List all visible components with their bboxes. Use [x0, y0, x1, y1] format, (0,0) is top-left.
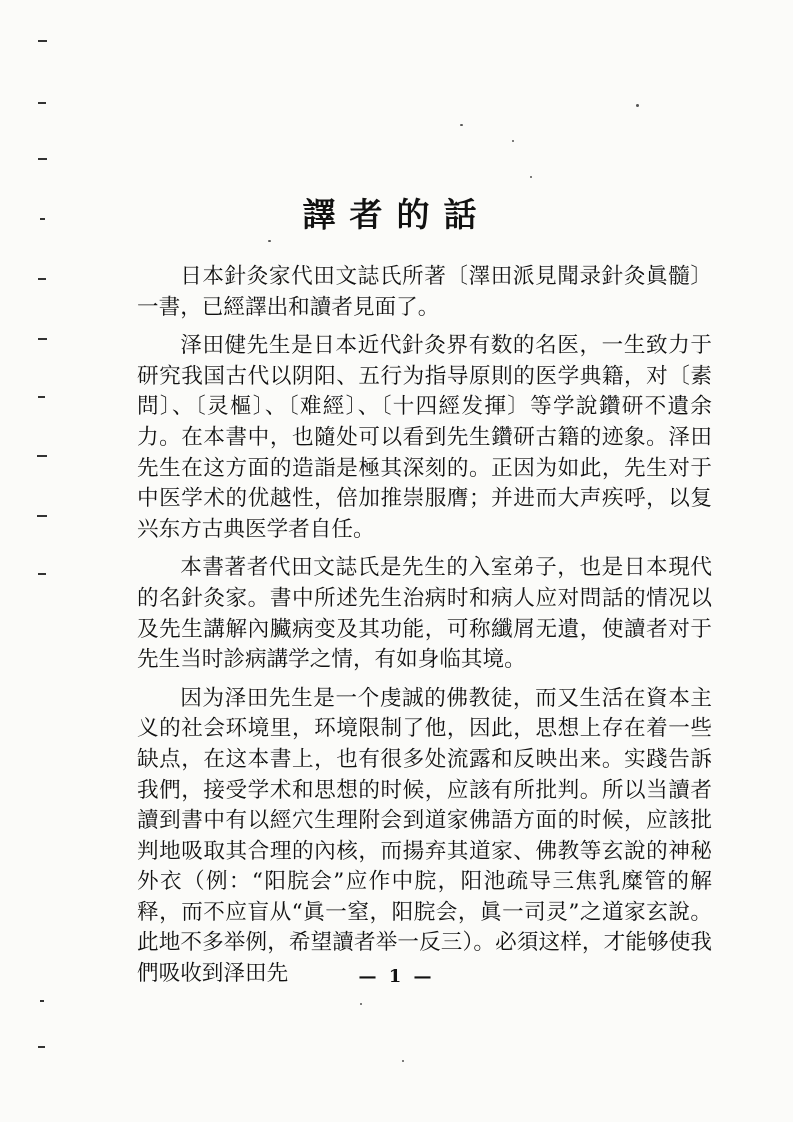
paragraph-1: 日本針灸家代田文誌氏所著〔澤田派見聞录針灸眞髓〕一書，已經譯出和讀者見面了。	[137, 264, 712, 320]
scan-speck	[268, 240, 271, 242]
page-number: — 1 —	[358, 966, 435, 987]
body-text	[137, 262, 712, 998]
margin-mark	[38, 338, 47, 340]
scan-speck	[360, 1003, 362, 1005]
paragraph-3: 本書著者代田文誌氏是先生的入室弟子，也是日本現代的名針灸家。書中所述先生治病时和病人应对問話的情况以及先生講解內臟病变及其功能，可称纖屑无遺，使讀者对于先生当时診病講学之情，有如身临其境。	[137, 555, 712, 673]
paragraph-2: 泽田健先生是日本近代針灸界有数的名医，一生致力于研究我国古代以阴阳、五行为指导原則的医学典籍，对〔素問〕、〔灵樞〕、〔难經〕、〔十四經发揮〕等学說鑽研不遺余力。在本書中，也隨处可以看到先生鑽研古籍的迹象。泽田先生在这方面的造詣是極其深刻的。正因为如此，先生对于中医学术的优越性，倍加推崇服膺；并进而大声疾呼，以复兴东方古典医学者自任。	[137, 333, 712, 542]
margin-mark	[38, 396, 45, 398]
scan-speck	[636, 104, 639, 107]
margin-mark	[38, 158, 47, 160]
page-title: 譯者的話	[302, 195, 491, 234]
paragraph-4: 因为泽田先生是一个虔誠的佛教徒，而又生活在資本主义的社会环境里，环境限制了他，因此，思想上存在着一些缺点，在这本書上，也有很多处流露和反映出来。实踐告訴我們，接受学术和思想的时候，应該有所批判。所以当讀者讀到書中有以經穴生理附会到道家佛語方面的时候，应該批判地吸取其合理的內核，而揚弃其道家、佛教等玄說的神秘外衣（例：“阳脘会”应作中脘，阳池疏导三焦乳糜管的解释，而不应盲从“眞一窒，阳脘会，眞一司灵”之道家玄說。此地不多举例，希望讀者举一反三）。必須这样，才能够使我們吸收到泽田先	[137, 685, 712, 987]
scan-speck	[530, 176, 532, 178]
margin-mark	[38, 40, 47, 42]
margin-mark	[38, 1046, 45, 1048]
margin-mark	[38, 278, 46, 280]
margin-mark	[40, 1000, 44, 1002]
margin-mark	[38, 573, 46, 575]
scan-speck	[402, 1060, 404, 1062]
scan-speck	[512, 140, 514, 142]
scan-speck	[460, 124, 463, 126]
margin-mark	[37, 455, 47, 457]
margin-mark	[38, 102, 46, 104]
margin-mark	[37, 515, 47, 517]
